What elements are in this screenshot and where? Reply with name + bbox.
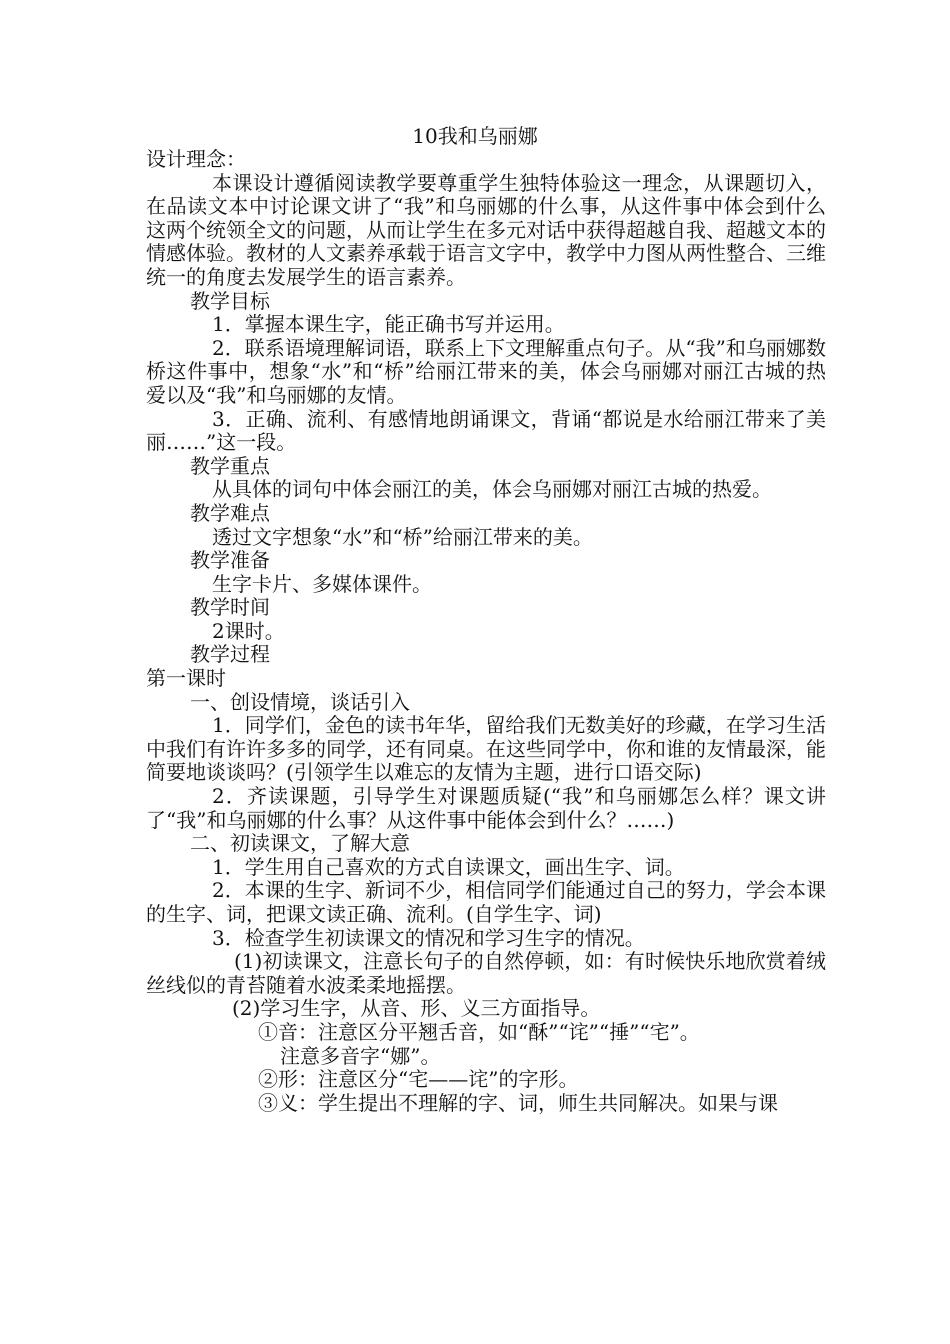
section-heading: 二、初读课文，了解大意 — [190, 831, 410, 856]
prep-paragraph: 生字卡片、多媒体课件。 — [212, 571, 432, 596]
concept-paragraph: 本课设计遵循阅读教学要尊重学生独特体验这一理念，从课题切入，在品读文本中讨论课文讲了“我”和乌丽娜的什么事，从这件事中体会到什么这两个统领全文的问题，从而让学生在多元对话中获得超越自我、超越文本的情感体验。教材的人文素养承载于语言文字中，教学中力图从两性整合、三维统一的角度去发展学生的语言素养。 — [146, 170, 826, 289]
section-item: 1．同学们，金色的读书年华，留给我们无数美好的珍藏，在学习生活中我们有许许多多的同学，还有同桌。在这些同学中，你和谁的友情最深，能简要地谈谈吗？(引领学生以难忘的友情为主题，进行口语交际) — [146, 713, 826, 785]
sub-item: (1)初读课文，注意长句子的自然停顿，如：有时候快乐地欣赏着绒丝线似的青苔随着水波柔柔地摇摆。 — [146, 949, 826, 997]
section-item: 1．学生用自己喜欢的方式自读课文，画出生字、词。 — [212, 854, 685, 879]
sub-sub-item: ②形：注意区分“宅——诧”的字形。 — [258, 1067, 579, 1092]
document-title: 10我和乌丽娜 — [412, 124, 538, 148]
sub-sub-item: ①音：注意区分平翘舌音，如“酥”“诧”“捶”“宅”。 — [258, 1019, 700, 1044]
prep-heading: 教学准备 — [190, 548, 270, 573]
difficulty-heading: 教学难点 — [190, 500, 270, 525]
difficulty-paragraph: 透过文字想象“水”和“桥”给丽江带来的美。 — [212, 524, 593, 549]
process-heading: 教学过程 — [190, 642, 270, 667]
section-heading: 一、创设情境，谈话引入 — [190, 689, 410, 714]
lesson-heading: 第一课时 — [146, 666, 226, 691]
goal-item: 1．掌握本课生字，能正确书写并运用。 — [212, 312, 565, 337]
section-item: 2．本课的生字、新词不少，相信同学们能通过自己的努力，学会本课的生字、词，把课文读正确、流利。(自学生字、词) — [146, 878, 826, 926]
goal-heading: 教学目标 — [190, 288, 270, 313]
sub-sub-item-continuation: 注意多音字“娜”。 — [280, 1043, 441, 1068]
goal-item: 2．联系语境理解词语，联系上下文理解重点句子。从“我”和乌丽娜数桥这件事中，想象“水”和“桥”给丽江带来的美，体会乌丽娜对丽江古城的热爱以及“我”和乌丽娜的友情。 — [146, 335, 826, 407]
key-heading: 教学重点 — [190, 453, 270, 478]
time-paragraph: 2课时。 — [212, 618, 285, 643]
section-item: 2．齐读课题，引导学生对课题质疑(“我”和乌丽娜怎么样？课文讲了“我”和乌丽娜的什么事？从这件事中能体会到什么？……) — [146, 784, 826, 832]
goal-item: 3．正确、流利、有感情地朗诵课文，背诵“都说是水给丽江带来了美丽……”这一段。 — [146, 406, 826, 455]
sub-item: (2)学习生字，从音、形、义三方面指导。 — [232, 996, 601, 1021]
key-paragraph: 从具体的词句中体会丽江的美，体会乌丽娜对丽江古城的热爱。 — [212, 477, 772, 502]
sub-sub-item: ③义：学生提出不理解的字、词，师生共同解决。如果与课 — [258, 1090, 778, 1115]
document-body — [146, 148, 826, 1115]
section-item: 3．检查学生初读课文的情况和学习生字的情况。 — [212, 925, 645, 950]
time-heading: 教学时间 — [190, 595, 270, 620]
concept-heading: 设计理念： — [146, 147, 246, 171]
